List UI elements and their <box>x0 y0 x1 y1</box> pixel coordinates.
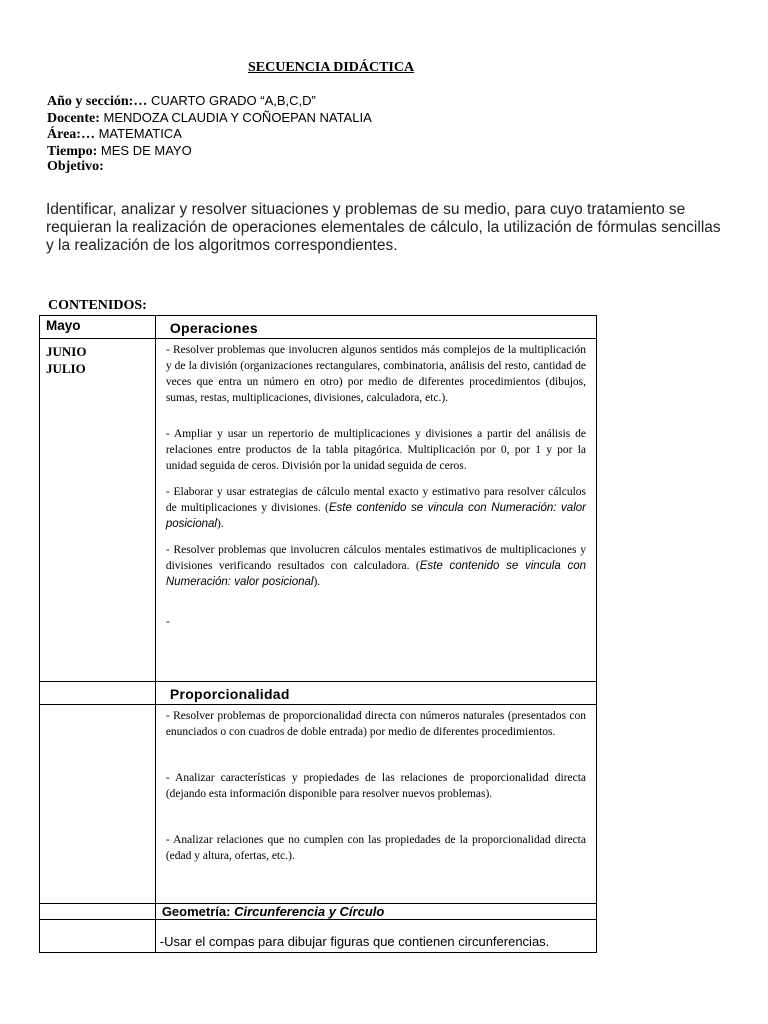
content-cell <box>155 339 596 682</box>
month-junio: JUNIO <box>46 344 87 359</box>
table-row <box>40 920 597 953</box>
empty-cell <box>40 920 156 953</box>
item-text-end: ). <box>216 518 224 530</box>
list-item: - <box>165 616 170 628</box>
item-text-end: ). <box>313 576 321 588</box>
anio-value: CUARTO GRADO “A,B,C,D” <box>147 93 316 108</box>
anio-label: Año y sección:… <box>47 94 148 109</box>
area-line <box>47 126 372 143</box>
contents-table <box>39 315 597 953</box>
month-mayo: Mayo <box>46 318 81 333</box>
list-item: - Analizar relaciones que no cumplen con las propiedades de la proporcionalidad directa (edad y altura, ofertas, etc.). <box>165 834 586 862</box>
list-item: - Analizar características y propiedades de las relaciones de proporcionalidad directa (dejando esta información disponible para resolver nuevos problemas). <box>165 772 586 800</box>
content-cell <box>155 705 596 904</box>
proporcionalidad-content <box>156 705 596 866</box>
tiempo-label: Tiempo: <box>47 143 98 159</box>
list-item: - Resolver problemas de proporcionalidad directa con números naturales (presentados con enunciados o con cuadros de doble entrada) por medio de diferentes procedimientos. <box>165 710 586 738</box>
section-geometria <box>156 904 596 919</box>
item-note: Este contenido se vincula con Numeración: valor posicional <box>165 560 586 588</box>
month-cell <box>40 339 156 682</box>
objetivo-label: Objetivo: <box>47 159 104 174</box>
docente-label: Docente: <box>47 110 100 126</box>
empty-cell <box>40 705 156 904</box>
objective-text: Identificar, analizar y resolver situaciones y problemas de su medio, para cuyo tratamiento se requieran la realización de operaciones elementales de cálculo, la utilización de fórmulas sencillas y la realización de los algoritmos correspondientes. <box>46 201 721 254</box>
month-julio: JULIO <box>46 361 86 376</box>
item-note: Este contenido se vincula con Numeración: valor posicional <box>165 502 586 530</box>
table-row <box>40 316 597 339</box>
item-text: - Resolver problemas que involucren cálculos mentales estimativos de multiplicaciones y divisiones verificando resultados con calculadora. ( <box>165 544 586 572</box>
geo-topic: Circunferencia y Círculo <box>234 904 385 919</box>
operaciones-content <box>156 339 596 632</box>
list-item: - Resolver problemas que involucren algunos sentidos más complejos de la multiplicación y de la división (organizaciones rectangulares, combinatoria, análisis del resto, cantidad de veces que entra un número en otro) por medio de diferentes procedimientos (dibujos, sumas, restas, multiplicaciones, divisiones, calculadora, etc.). <box>165 344 586 404</box>
list-item <box>166 484 586 532</box>
tiempo-line <box>47 143 372 160</box>
list-item <box>166 542 586 590</box>
anio-line <box>47 93 372 110</box>
table-row <box>40 904 597 920</box>
section-proporcionalidad: Proporcionalidad <box>169 686 290 702</box>
month-cell <box>40 316 156 339</box>
section-head-cell <box>155 904 596 920</box>
section-head-cell <box>155 682 596 705</box>
section-operaciones: Operaciones <box>169 320 258 336</box>
months-list <box>40 339 155 381</box>
contenidos-label: CONTENIDOS: <box>48 298 147 313</box>
document-title: SECUENCIA DIDÁCTICA <box>248 60 415 75</box>
content-cell <box>155 920 596 953</box>
empty-cell <box>40 904 156 920</box>
table-row <box>40 339 597 682</box>
area-label: Área:… <box>47 127 95 142</box>
geometria-content: -Usar el compas para dibujar figuras que contienen circunferencias. <box>159 934 550 949</box>
list-item: - Ampliar y usar un repertorio de multiplicaciones y divisiones a partir del análisis de relaciones entre productos de la tabla pitagórica. Multiplicación por 0, por 1 y por la unidad seguida de ceros. División por la unidad seguida de ceros. <box>165 428 586 472</box>
docente-value: MENDOZA CLAUDIA Y COÑOEPAN NATALIA <box>99 109 372 125</box>
table-row <box>40 682 597 705</box>
header-block <box>47 93 372 175</box>
geo-label: Geometría: <box>161 904 235 919</box>
table-row <box>40 705 597 904</box>
docente-line <box>47 110 372 127</box>
objetivo-line <box>47 159 372 175</box>
area-value: MATEMATICA <box>94 126 182 141</box>
empty-cell <box>40 682 156 705</box>
tiempo-value: MES DE MAYO <box>97 142 192 158</box>
item-text: - Elaborar y usar estrategias de cálculo mental exacto y estimativo para resolver cálculos de multiplicaciones y divisiones. ( <box>165 486 586 514</box>
section-head-cell <box>155 316 596 339</box>
